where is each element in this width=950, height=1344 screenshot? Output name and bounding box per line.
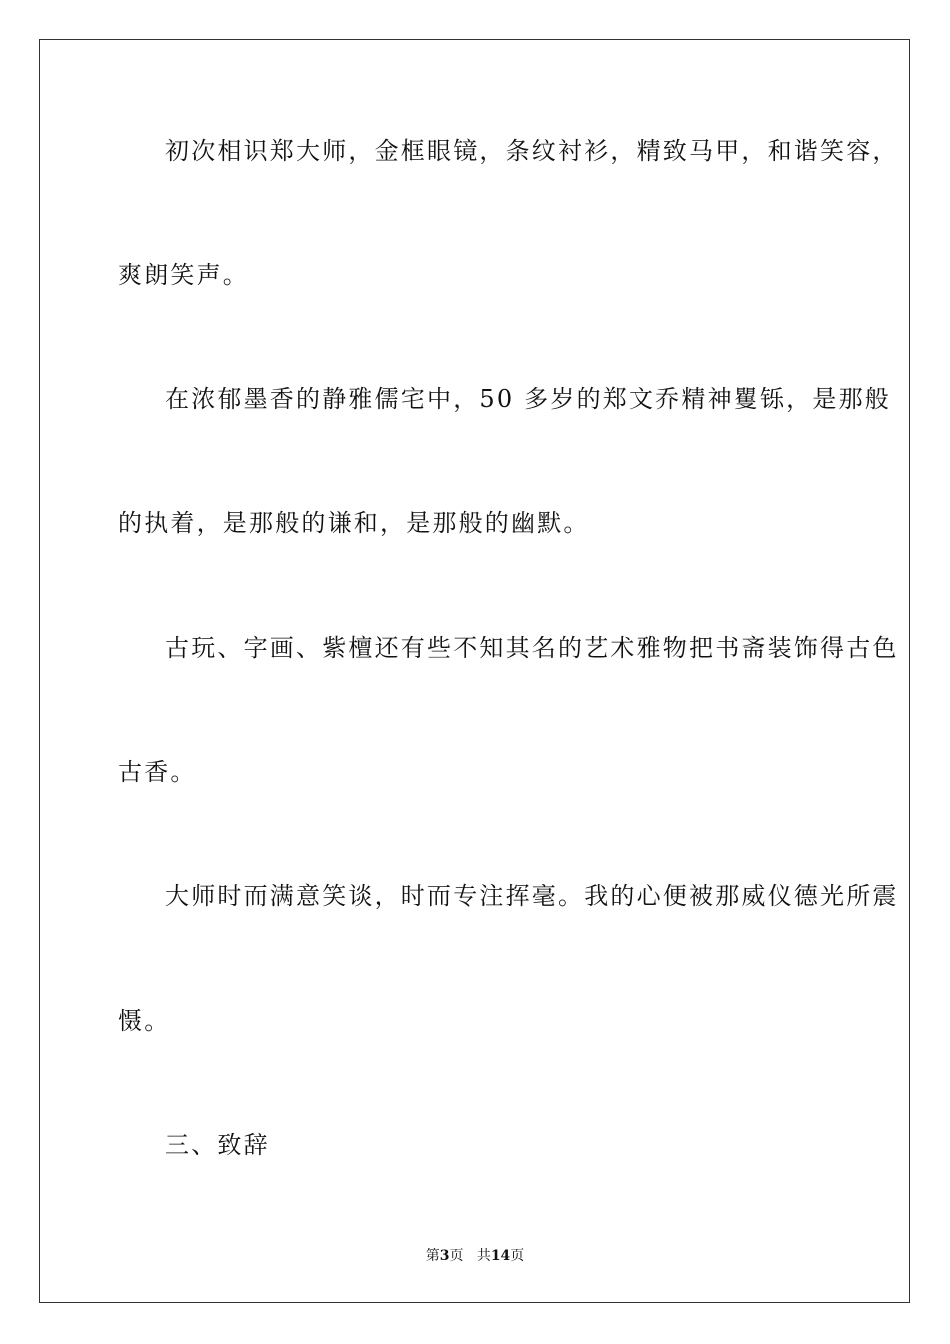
page-footer xyxy=(0,1246,950,1266)
paragraph-2-line-1: 在浓郁墨香的静雅儒宅中，50 多岁的郑文乔精神矍铄，是那般 xyxy=(165,385,891,413)
footer-prefix: 第 xyxy=(425,1248,440,1264)
page-frame xyxy=(39,39,910,1303)
footer-total-prefix: 共 xyxy=(476,1248,491,1264)
footer-page-suffix: 页 xyxy=(449,1248,464,1264)
paragraph-4-line-1: 大师时而满意笑谈，时而专注挥毫。我的心便被那威仪德光所震 xyxy=(165,882,899,910)
paragraph-2-line-2: 的执着，是那般的谦和，是那般的幽默。 xyxy=(118,509,590,537)
footer-total-suffix: 页 xyxy=(510,1248,525,1264)
paragraph-4-line-2: 慑。 xyxy=(118,1007,171,1035)
footer-current-page: 3 xyxy=(439,1248,450,1264)
paragraph-3-line-2: 古香。 xyxy=(118,758,197,786)
paragraph-1-line-1: 初次相识郑大师，金框眼镜，条纹衬衫，精致马甲，和谐笑容， xyxy=(165,137,899,165)
footer-total-pages: 14 xyxy=(490,1248,511,1264)
paragraph-3-line-1: 古玩、字画、紫檀还有些不知其名的艺术雅物把书斋装饰得古色 xyxy=(165,634,899,662)
section-heading: 三、致辞 xyxy=(165,1131,270,1159)
paragraph-1-line-2: 爽朗笑声。 xyxy=(118,261,249,289)
